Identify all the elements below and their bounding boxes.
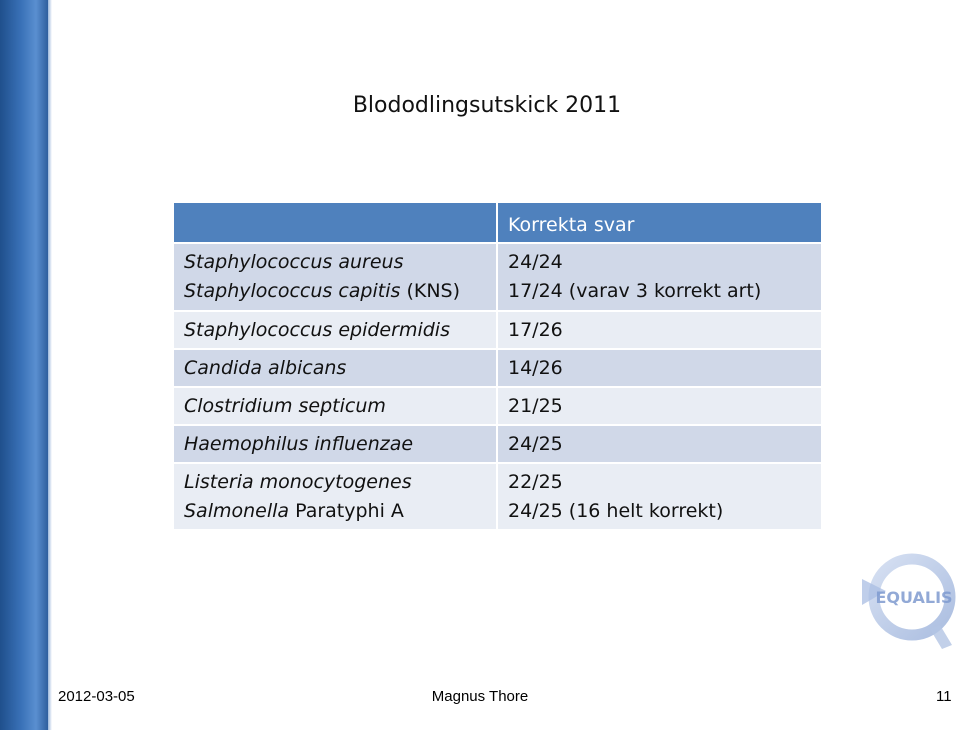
result-cell: 22/25 24/25 (16 helt korrekt) [497,463,822,530]
table-row [173,387,822,425]
page-number: 11 [936,688,952,705]
table-row [173,425,822,463]
header-correct-answers: Korrekta svar [497,203,822,243]
results-table [172,203,823,531]
footer-author: Magnus Thore [431,688,529,705]
table-row [173,243,822,311]
table-header-row [173,203,822,243]
result-cell: 24/25 [497,425,822,463]
organism-cell: Haemophilus influenzae [173,425,497,463]
organism-cell: Staphylococcus aureus Staphylococcus capitis (KNS) [173,243,497,311]
table-row [173,463,822,530]
result-cell: 24/24 17/24 (varav 3 korrekt art) [497,243,822,311]
slide-title: Blododlingsutskick 2011 [352,93,622,118]
svg-text:EQUALIS: EQUALIS [875,588,953,607]
result-cell: 21/25 [497,387,822,425]
result-cell: 14/26 [497,349,822,387]
result-cell: 17/26 [497,311,822,349]
table-row [173,311,822,349]
footer-date: 2012-03-05 [58,688,135,705]
equalis-logo [856,545,956,655]
organism-cell: Clostridium septicum [173,387,497,425]
organism-cell: Staphylococcus epidermidis [173,311,497,349]
table-row [173,349,822,387]
organism-cell: Listeria monocytogenes Salmonella Paratyphi A [173,463,497,530]
header-organism [173,203,497,243]
organism-cell: Candida albicans [173,349,497,387]
